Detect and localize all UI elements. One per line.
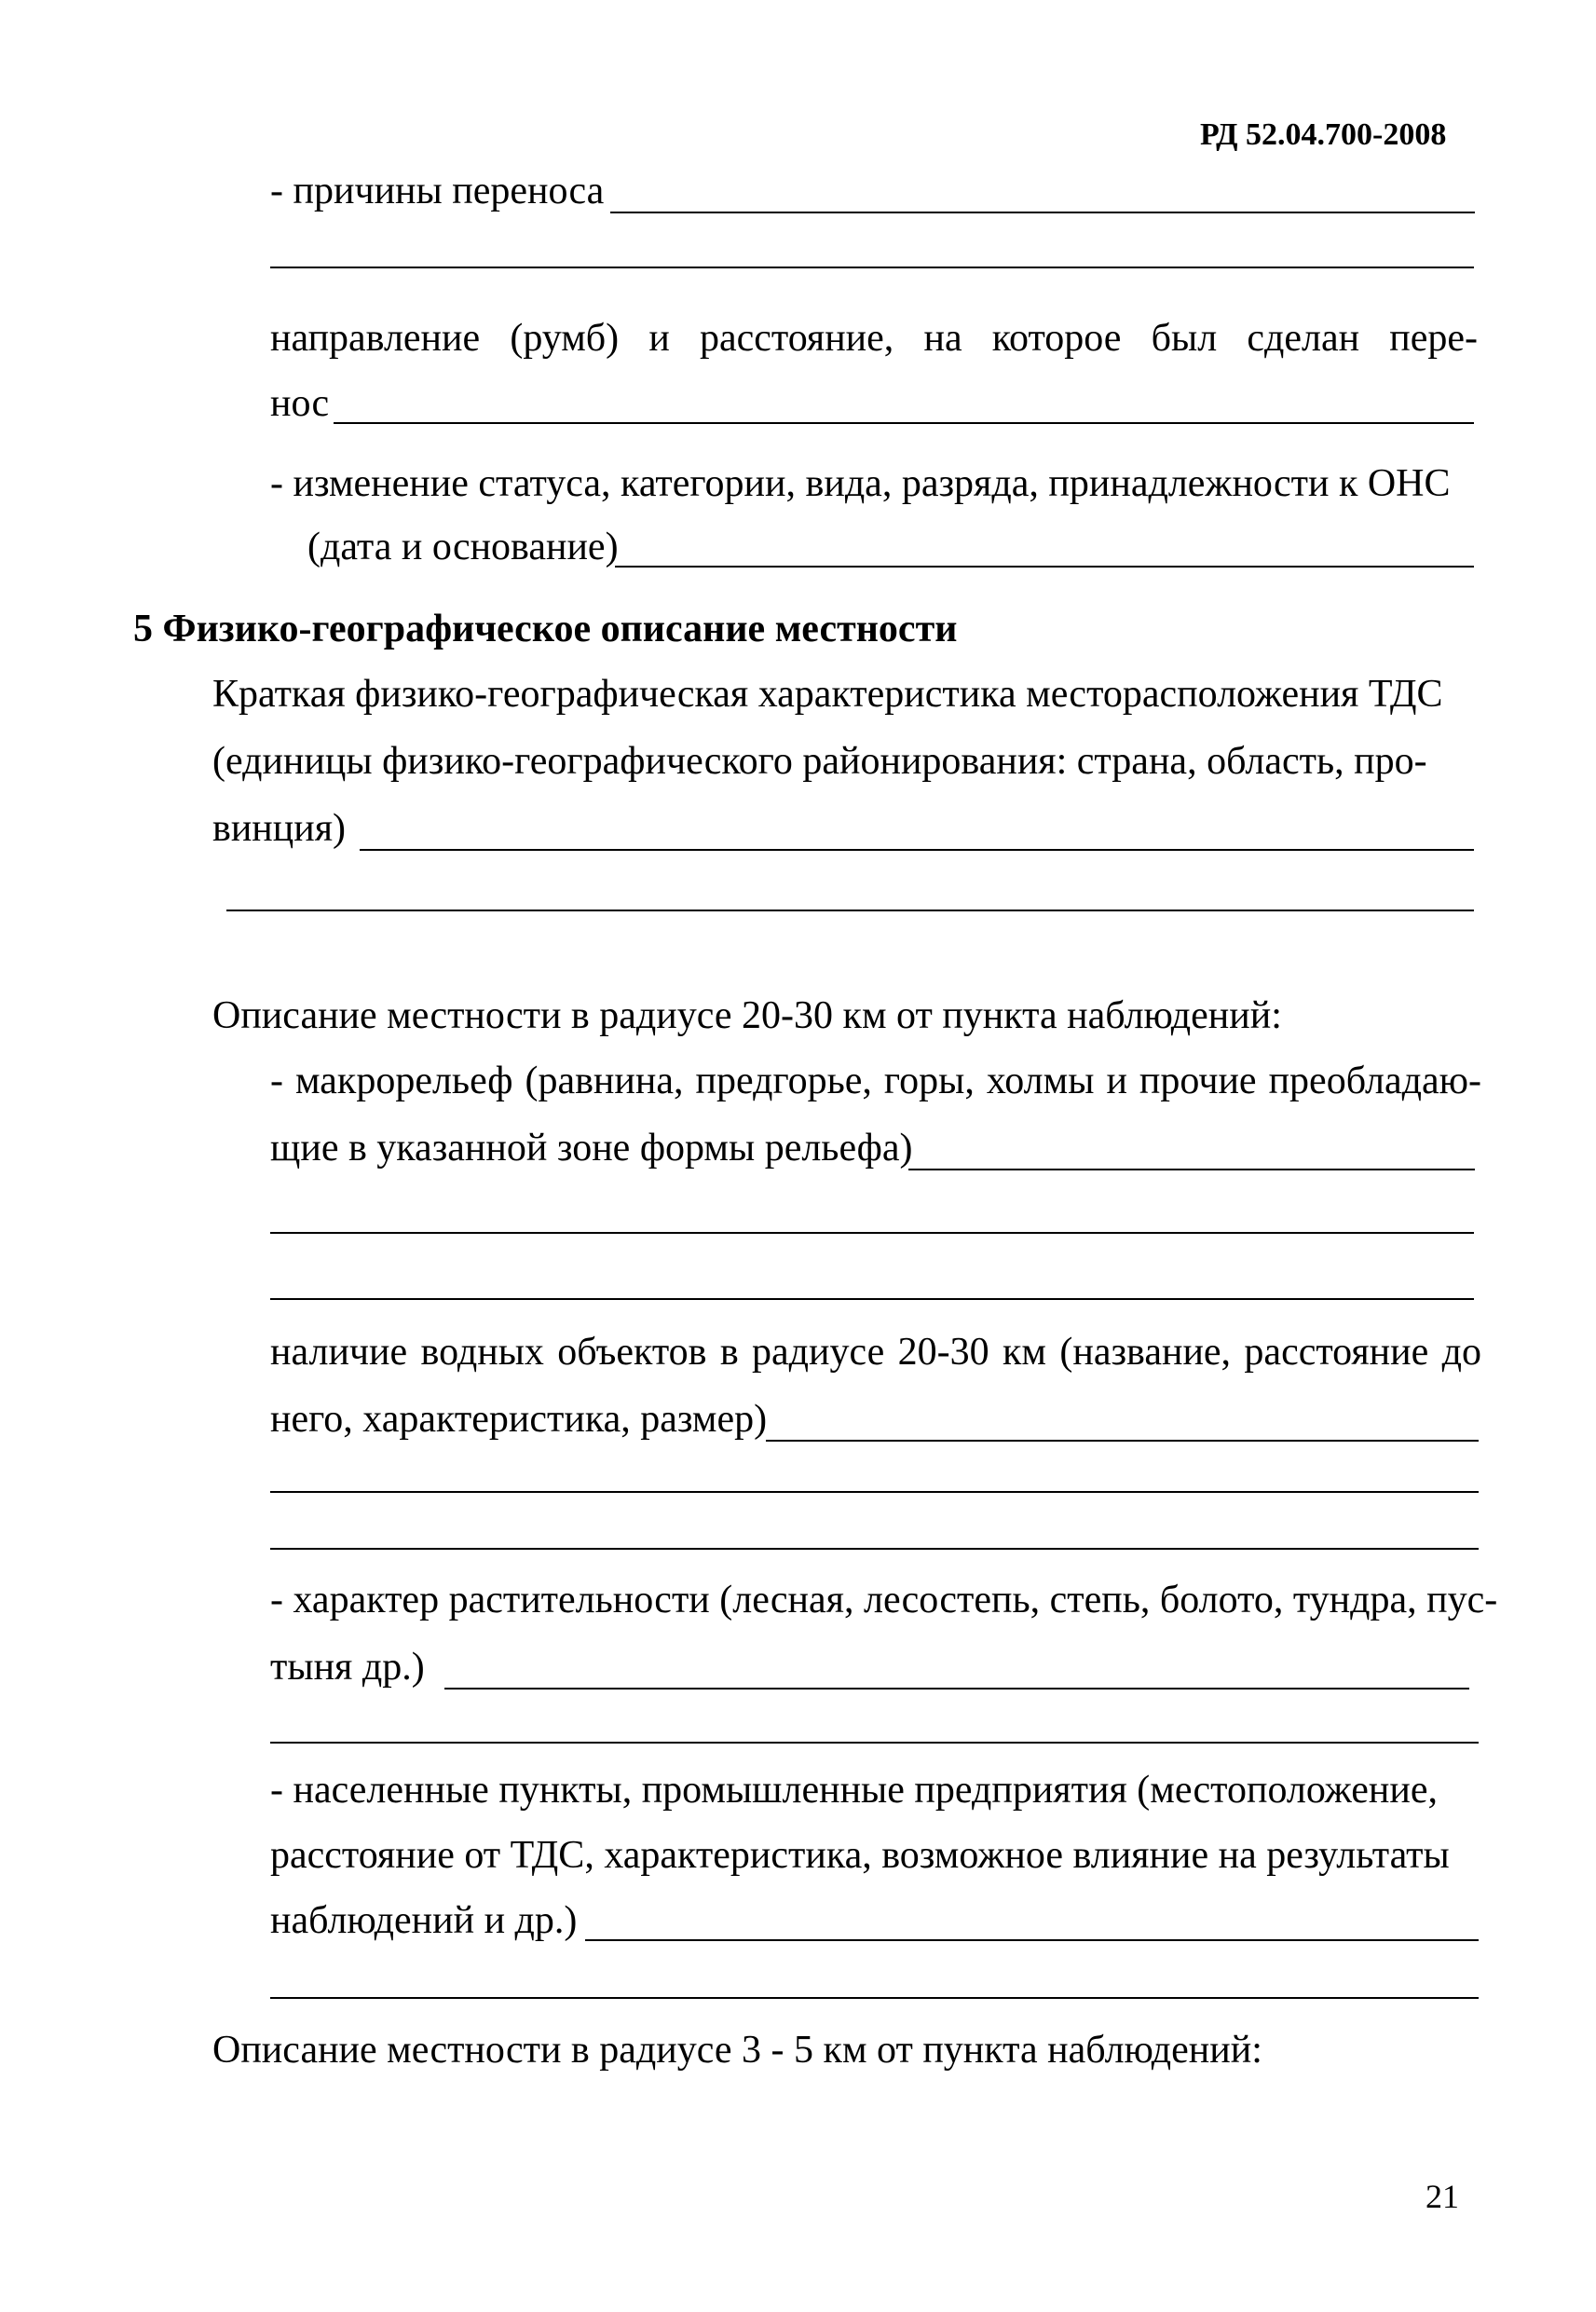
paragraph-line: Описание местности в радиусе 20-30 км от пункта наблюдений: [212, 994, 1282, 1037]
paragraph-line: винция) [212, 807, 347, 850]
paragraph-line: (единицы физико-географического районирования: страна, область, про- [212, 740, 1427, 783]
blank-line [444, 1688, 1469, 1690]
section-heading: 5 Физико-географическое описание местности [133, 608, 958, 650]
blank-line [270, 267, 1474, 268]
blank-line [270, 1491, 1479, 1493]
field-label-direction-line1: направление (румб) и расстояние, на которое был сделан пере- [270, 317, 1478, 360]
blank-line [270, 1997, 1479, 1999]
field-label-settlements-line1: - населенные пункты, промышленные предприятия (местоположение, [270, 1769, 1439, 1812]
paragraph-line: Описание местности в радиусе 3 - 5 км от пункта наблюдений: [212, 2029, 1262, 2072]
blank-line [334, 422, 1474, 424]
blank-line [615, 566, 1474, 568]
blank-line [908, 1169, 1475, 1170]
blank-line [270, 1232, 1474, 1234]
blank-line [270, 1742, 1479, 1744]
blank-line [610, 212, 1475, 213]
blank-line [766, 1440, 1479, 1442]
field-label-vegetation-line1: - характер растительности (лесная, лесостепь, степь, болото, тундра, пус- [270, 1579, 1498, 1621]
field-label-macrorelief-line2: щие в указанной зоне формы рельефа) [270, 1127, 913, 1170]
field-label-status-change-line1: - изменение статуса, категории, вида, разряда, принадлежности к ОНС [270, 462, 1451, 505]
blank-line [585, 1939, 1479, 1941]
field-label-direction-line2: нос [270, 382, 330, 425]
blank-line [270, 1548, 1479, 1550]
paragraph-line: Краткая физико-географическая характеристика месторасположения ТДС [212, 673, 1443, 716]
blank-line [270, 1298, 1474, 1300]
field-label-water-line2: него, характеристика, размер) [270, 1398, 768, 1441]
field-label-settlements-line3: наблюдений и др.) [270, 1899, 578, 1942]
document-code-header: РД 52.04.700-2008 [1200, 117, 1447, 152]
blank-line [226, 910, 1474, 911]
field-label-settlements-line2: расстояние от ТДС, характеристика, возможное влияние на результаты [270, 1834, 1450, 1877]
field-label-transfer-reasons: - причины переноса [270, 170, 605, 212]
field-label-water-line1: наличие водных объектов в радиусе 20-30 км (название, расстояние до [270, 1331, 1481, 1374]
field-label-status-change-line2: (дата и основание) [307, 526, 619, 568]
blank-line [360, 849, 1474, 851]
field-label-macrorelief-line1: - макрорельеф (равнина, предгорье, горы, холмы и прочие преобладаю- [270, 1060, 1481, 1102]
page-number: 21 [1425, 2178, 1459, 2215]
field-label-vegetation-line2: тыня др.) [270, 1646, 425, 1689]
